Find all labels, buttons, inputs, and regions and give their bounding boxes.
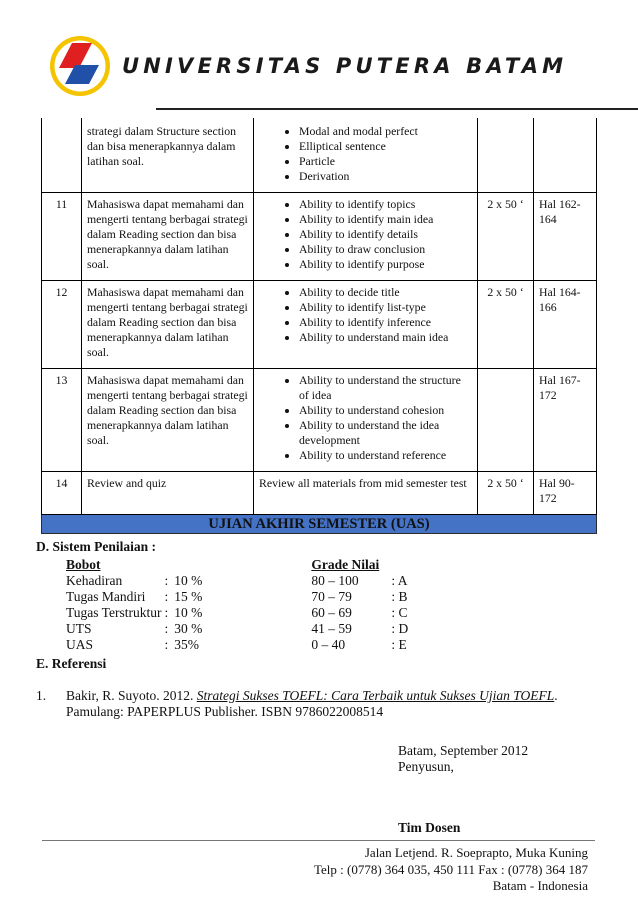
table-row	[42, 369, 597, 472]
list-item: • Ability to identify list-type	[299, 300, 472, 315]
row-description: strategi dalam Structure section dan bisa menerapkannya dalam latihan soal.	[82, 118, 254, 193]
table-row	[42, 193, 597, 281]
footer-address: Jalan Letjend. R. Soeprapto, Muka Kuning	[364, 845, 588, 860]
table-row	[42, 281, 597, 369]
table-row: UAS : 35% 0 – 40 : E	[66, 637, 407, 652]
signature-name: Tim Dosen	[398, 820, 461, 835]
list-item: • Derivation	[299, 169, 472, 184]
signature-place-date: Batam, September 2012	[398, 743, 529, 758]
weight-name: UAS	[66, 637, 94, 652]
grade-letter: : E	[391, 637, 407, 652]
row-pages: Hal 164-166	[534, 281, 597, 369]
reference-publisher: Pamulang: PAPERPLUS Publisher. ISBN 9786022008514	[66, 704, 384, 719]
table-row	[66, 557, 408, 573]
schedule-table	[41, 118, 597, 534]
row-description: Mahasiswa dapat memahami dan mengerti tentang berbagai strategi dalam Reading section dan bisa menerapkannya dalam latihan soal.	[82, 369, 254, 472]
reference-item	[36, 688, 596, 720]
grade-letter: : A	[391, 573, 408, 588]
weight-value: 10 %	[174, 605, 203, 620]
final-exam-label: UJIAN AKHIR SEMESTER (UAS)	[208, 516, 430, 532]
final-exam-row	[42, 515, 597, 534]
row-time	[478, 118, 534, 193]
list-item: • Ability to identify inference	[299, 315, 472, 330]
row-time	[478, 369, 534, 472]
list-item: • Ability to understand the idea development	[299, 418, 472, 448]
row-description: Review and quiz	[82, 472, 254, 515]
row-number: 12	[42, 281, 82, 369]
grade-range: 70 – 79	[311, 589, 352, 604]
list-item: • Ability to understand reference	[299, 448, 472, 463]
row-topics	[254, 281, 478, 369]
row-description: Mahasiswa dapat memahami dan mengerti tentang berbagai strategi dalam Reading section dan bisa menerapkannya dalam latihan soal.	[82, 193, 254, 281]
university-logo-icon	[48, 34, 112, 98]
list-item: • Ability to understand the structure of idea	[299, 373, 472, 403]
weight-name: UTS	[66, 621, 92, 636]
row-pages: Hal 162-164	[534, 193, 597, 281]
grade-range: 80 – 100	[311, 573, 359, 588]
footer-city: Batam - Indonesia	[492, 878, 588, 893]
grade-range: 41 – 59	[311, 621, 352, 636]
weight-value: 30 %	[174, 621, 203, 636]
weight-value: 35%	[174, 637, 199, 652]
weight-value: 15 %	[174, 589, 203, 604]
grading-section	[36, 539, 596, 652]
table-row: UTS : 30 % 41 – 59 : D	[66, 621, 409, 636]
weight-header: Bobot	[66, 557, 101, 572]
table-row: Kehadiran : 10 % 80 – 100 : A	[66, 573, 408, 588]
list-item: • Ability to draw conclusion	[299, 242, 472, 257]
row-pages	[534, 118, 597, 193]
weight-name: Tugas Mandiri	[66, 589, 146, 604]
list-item: • Ability to understand cohesion	[299, 403, 472, 418]
row-number: 11	[42, 193, 82, 281]
grading-section-title: D. Sistem Penilaian :	[36, 539, 156, 554]
weight-value: 10 %	[174, 573, 203, 588]
page-header	[48, 34, 608, 100]
header-divider	[156, 108, 638, 110]
row-topics: Review all materials from mid semester test	[254, 472, 478, 515]
grade-letter: : B	[391, 589, 408, 604]
list-item: • Ability to understand main idea	[299, 330, 472, 345]
list-item: • Elliptical sentence	[299, 139, 472, 154]
row-topics	[254, 369, 478, 472]
list-item: • Modal and modal perfect	[299, 124, 472, 139]
list-item: • Particle	[299, 154, 472, 169]
weight-name: Kehadiran	[66, 573, 123, 588]
list-item: • Ability to identify main idea	[299, 212, 472, 227]
grade-range: 0 – 40	[311, 637, 346, 652]
university-name: UNIVERSITAS PUTERA BATAM	[122, 54, 568, 78]
row-time: 2 x 50 ‘	[478, 472, 534, 515]
grade-letter: : C	[391, 605, 408, 620]
table-row	[42, 472, 597, 515]
list-item: • Ability to decide title	[299, 285, 472, 300]
row-topics	[254, 193, 478, 281]
reference-author: Bakir, R. Suyoto. 2012.	[66, 688, 197, 703]
list-item: • Ability to identify details	[299, 227, 472, 242]
reference-title-end: .	[554, 688, 558, 703]
row-topics	[254, 118, 478, 193]
row-pages: Hal 167-172	[534, 369, 597, 472]
page-footer	[314, 845, 588, 895]
row-pages: Hal 90-172	[534, 472, 597, 515]
grade-letter: : D	[391, 621, 409, 636]
table-row: Tugas Mandiri : 15 % 70 – 79 : B	[66, 589, 408, 604]
row-number	[42, 118, 82, 193]
table-row	[42, 118, 597, 193]
reference-number: 1.	[36, 688, 47, 703]
footer-phone: Telp : (0778) 364 035, 450 111 Fax : (0778) 364 187	[314, 861, 588, 877]
list-item: • Ability to identify topics	[299, 197, 472, 212]
row-number: 14	[42, 472, 82, 515]
row-time: 2 x 50 ‘	[478, 281, 534, 369]
references-title: E. Referensi	[36, 656, 107, 671]
grading-table	[66, 557, 408, 653]
row-time: 2 x 50 ‘	[478, 193, 534, 281]
reference-title: Strategi Sukses TOEFL: Cara Terbaik untuk Sukses Ujian TOEFL	[196, 688, 555, 703]
signature-block	[398, 743, 528, 775]
grade-header: Grade Nilai	[311, 557, 380, 572]
row-description: Mahasiswa dapat memahami dan mengerti tentang berbagai strategi dalam Reading section dan bisa menerapkannya dalam latihan soal.	[82, 281, 254, 369]
signature-role: Penyusun,	[398, 759, 454, 774]
footer-divider	[42, 840, 595, 841]
row-number: 13	[42, 369, 82, 472]
grade-range: 60 – 69	[311, 605, 352, 620]
weight-name: Tugas Terstruktur	[66, 605, 162, 620]
table-row: Tugas Terstruktur : 10 % 60 – 69 : C	[66, 605, 408, 620]
list-item: • Ability to identify purpose	[299, 257, 472, 272]
